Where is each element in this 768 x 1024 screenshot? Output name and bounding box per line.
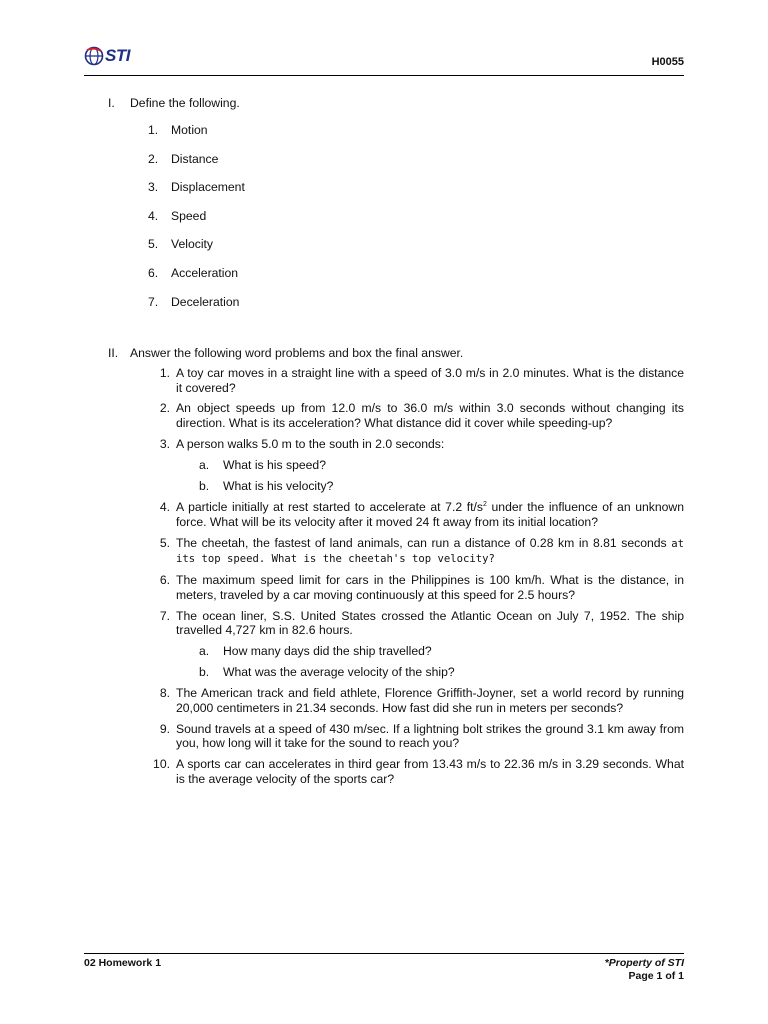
item-number: 6.: [148, 265, 159, 280]
item-term: Velocity: [171, 237, 214, 252]
sti-logo: [84, 44, 130, 68]
problem-text: Sound travels at a speed of 430 m/sec. If a lightning bolt strikes the ground 3.1 km away from you, how long will it take for the sound to reach you?: [176, 721, 684, 751]
sub-text: How many days did the ship travelled?: [223, 644, 432, 659]
subquestion-b: [176, 479, 684, 494]
page-number: Page 1 of 1: [628, 970, 684, 982]
problem-text: [176, 500, 684, 529]
header-divider: [84, 75, 684, 76]
sub-text: What is his speed?: [223, 458, 326, 473]
item-term: Distance: [171, 151, 219, 166]
sub-text: What is his velocity?: [223, 479, 334, 494]
problem-1: [148, 366, 684, 395]
part1-title: Define the following.: [130, 96, 240, 110]
part2-title: Answer the following word problems and box the final answer.: [130, 346, 464, 360]
problem-text: [176, 536, 684, 567]
sub-letter: a.: [199, 458, 210, 473]
part1-number: I.: [108, 96, 115, 110]
problem-number: 4.: [159, 500, 170, 515]
problem-8: [148, 686, 684, 715]
sub-letter: b.: [199, 665, 210, 680]
subquestion-b: [176, 665, 684, 680]
problem-text: The American track and field athlete, Florence Griffith-Joyner, set a world record by running 20,000 centimeters in 21.34 seconds. How fast did she run in meters per seconds?: [176, 686, 684, 715]
problem-number: 5.: [159, 535, 170, 550]
sub-letter: b.: [199, 479, 210, 494]
problem-9: [148, 722, 684, 751]
footer-title: 02 Homework 1: [84, 957, 162, 969]
problem-number: 8.: [159, 686, 170, 701]
footer-info: [605, 957, 684, 983]
part2-number: II.: [108, 346, 119, 360]
problem-2: [148, 401, 684, 430]
problem-text-part: under the influence of an unknown force. What will be its velocity after it moved 24 ft away from its initial location?: [176, 500, 684, 529]
problem-text: A sports car can accelerates in third gear from 13.43 m/s to 22.36 m/s in 3.29 seconds. What is the average velocity of the sports car?: [176, 757, 684, 786]
problem-text-part: A particle initially at rest started to accelerate at 7.2 ft/s: [176, 500, 483, 515]
property-notice: *Property of STI: [604, 957, 684, 969]
problem-6: [148, 573, 684, 602]
footer-divider: [84, 953, 684, 954]
problem-text: The maximum speed limit for cars in the Philippines is 100 km/h. What is the distance, in meters, traveled by a car moving continuously at this speed for 2.5 hours?: [176, 573, 684, 602]
logo-text: STI: [105, 46, 130, 65]
problem-list: [148, 366, 684, 793]
problem-number: 1.: [159, 366, 170, 380]
problem-5: [148, 536, 684, 567]
document-code: H0055: [651, 56, 684, 68]
item-term: Acceleration: [171, 265, 239, 280]
problem-text: A person walks 5.0 m to the south in 2.0 seconds:: [176, 436, 445, 451]
problem-text: An object speeds up from 12.0 m/s to 36.0 m/s within 3.0 seconds without changing its direction. What is its acceleration? What distance did it cover while speeding-up?: [176, 401, 684, 431]
problem-text-mono: at its top speed. What is the cheetah's top velocity?: [176, 537, 684, 566]
problem-number: 3.: [159, 436, 170, 451]
sub-letter: a.: [199, 644, 210, 659]
item-number: 2.: [148, 151, 159, 166]
item-term: Speed: [171, 208, 207, 223]
problem-10: [148, 757, 684, 786]
problem-number: 9.: [159, 721, 170, 736]
item-number: 5.: [148, 237, 159, 252]
sub-text: What was the average velocity of the ship?: [223, 665, 455, 680]
problem-number: 6.: [159, 573, 170, 588]
item-number: 3.: [148, 180, 159, 195]
item-term: Deceleration: [171, 294, 240, 309]
problem-number: 7.: [159, 608, 170, 623]
problem-text-part: The cheetah, the fastest of land animals, can run a distance of 0.28 km in 8.81 seconds: [176, 535, 672, 550]
problem-4: [148, 500, 684, 529]
problem-text: A toy car moves in a straight line with a speed of 3.0 m/s in 2.0 minutes. What is the distance it covered?: [176, 366, 684, 395]
item-term: Displacement: [171, 180, 245, 195]
problem-number: 10.: [153, 757, 170, 772]
item-number: 1.: [148, 123, 159, 137]
problem-3: [148, 437, 684, 494]
problem-7: [148, 609, 684, 680]
exponent: 2: [482, 501, 487, 509]
subquestion-a: [176, 644, 684, 659]
item-number: 4.: [148, 208, 159, 223]
problem-number: 2.: [159, 401, 170, 416]
sti-globe-icon: [84, 46, 104, 66]
item-term: Motion: [171, 123, 208, 137]
problem-text: The ocean liner, S.S. United States crossed the Atlantic Ocean on July 7, 1952. The ship travelled 4,727 km in 82.6 hours.: [176, 608, 684, 638]
item-number: 7.: [148, 294, 159, 309]
subquestion-a: [176, 458, 684, 473]
